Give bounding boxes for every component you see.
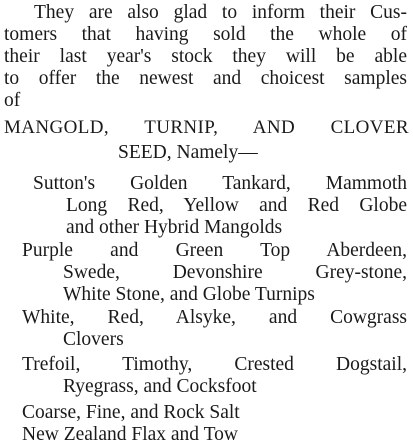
section-heading: MANGOLD, TURNIP, AND CLOVER [4, 117, 409, 138]
section-subheading: SEED, Namely— [118, 142, 258, 163]
intro-line: their last year's stock they will be able [4, 46, 407, 67]
list-item: Coarse, Fine, and Rock Salt [22, 402, 240, 423]
list-item: Trefoil, Timothy, Crested Dogstail, [22, 354, 407, 375]
list-item: Long Red, Yellow and Red Globe [66, 195, 407, 216]
list-item: Clovers [63, 329, 124, 350]
list-item: Sutton's Golden Tankard, Mammoth [33, 173, 407, 194]
intro-line: to offer the newest and choicest samples [4, 68, 407, 89]
list-item: White, Red, Alsyke, and Cowgrass [22, 307, 407, 328]
list-item: Swede, Devonshire Grey-stone, [63, 262, 407, 283]
list-item: White Stone, and Globe Turnips [63, 284, 315, 305]
list-item: and other Hybrid Mangolds [66, 217, 283, 238]
intro-line: of [4, 90, 21, 111]
list-item: Purple and Green Top Aberdeen, [22, 240, 407, 261]
intro-line: tomers that having sold the whole of [4, 24, 407, 45]
list-item: Ryegrass, and Cocksfoot [63, 376, 257, 397]
list-item: New Zealand Flax and Tow [22, 424, 238, 445]
intro-line: They are also glad to inform their Cus- [34, 2, 407, 23]
